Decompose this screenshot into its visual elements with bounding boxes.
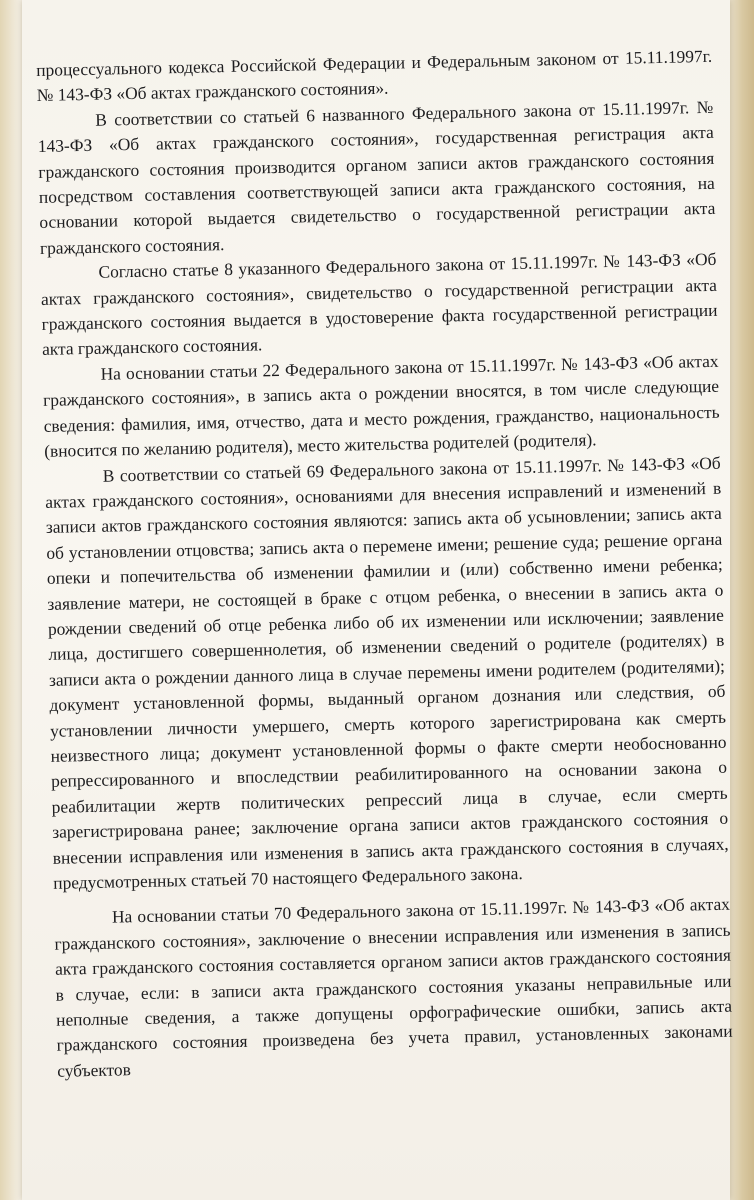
paragraph-article-70: На основании статьи 70 Федерального закона от 15.11.1997г. № 143-ФЗ «Об актах гражданского состояния», заключение о внесении исправления или изменения в запись акта гражданского состояния составляется органом записи актов гражданского состояния в случае, если: в записи акта гражданского состояния указаны неправильные или неполные сведения, а также допущены орфографические ошибки, запись акта гражданского состояния произведена без учета правил, установленных законами субъектов	[54, 894, 733, 1081]
paragraph-article-6: В соответствии со статьей 6 названного Федерального закона от 15.11.1997г. № 143-ФЗ «Об актах гражданского состояния», государственная регистрация акта гражданского состояния производится органом записи актов гражданского состояния посредством составления соответствующей записи акта гражданского состояния, на основании которой выдается свидетельство о государственной регистрации акта гражданского состояния.	[37, 96, 716, 258]
paragraph-article-69: В соответствии со статьей 69 Федерального закона от 15.11.1997г. № 143-ФЗ «Об актах гражданского состояния», основаниями для внесения исправлений и изменений в записи актов гражданского состояния являются: запись акта об усыновлении; запись акта об установлении отцовства; запись акта о перемене имени; решение суда; решение органа опеки и попечительства об изменении фамилии и (или) собственно имени ребенка; заявление матери, не состоящей в браке с отцом ребенка, о внесении в запись акта о рождении сведений об отце ребенка либо об их изменении или исключении; заявление лица, достигшего совершеннолетия, об изменении сведений о родителе (родителях) в записи акта о рождении данного лица в случае перемены имени родителем (родителями); документ установленной формы, выданный органом дознания или следствия, об установлении личности умершего, смерть которого зарегистрирована как смерть неизвестного лица; документ установленной формы о факте смерти необоснованно репрессированного и впоследствии реабилитированного на основании закона о реабилитации жертв политических репрессий лица в случае, если смерть зарегистрирована ранее; заключение органа записи актов гражданского состояния о внесении исправления или изменения в запись акта гражданского состояния в случаях, предусмотренных статьей 70 настоящего Федерального закона.	[45, 452, 729, 893]
paragraph-article-8: Согласно статье 8 указанного Федерального закона от 15.11.1997г. № 143-ФЗ «Об актах гражданского состояния», свидетельство о государственной регистрации акта гражданского состояния выдается в удостоверение факта государственной регистрации акта гражданского состояния.	[40, 249, 718, 360]
paragraph-continuation: процессуального кодекса Российской Федерации и Федеральным законом от 15.11.1997г. № 143-ФЗ «Об актах гражданского состояния».	[36, 45, 713, 106]
paragraph-article-22: На основании статьи 22 Федерального закона от 15.11.1997г. № 143-ФЗ «Об актах гражданского состояния», в запись акта о рождении вносятся, в том числе следующие сведения: фамилия, имя, отчество, дата и место рождения, гражданство, национальность (вносится по желанию родителя), место жительства родителей (родителя).	[42, 350, 720, 462]
document-body	[36, 44, 733, 1084]
document-page	[22, 0, 733, 1200]
